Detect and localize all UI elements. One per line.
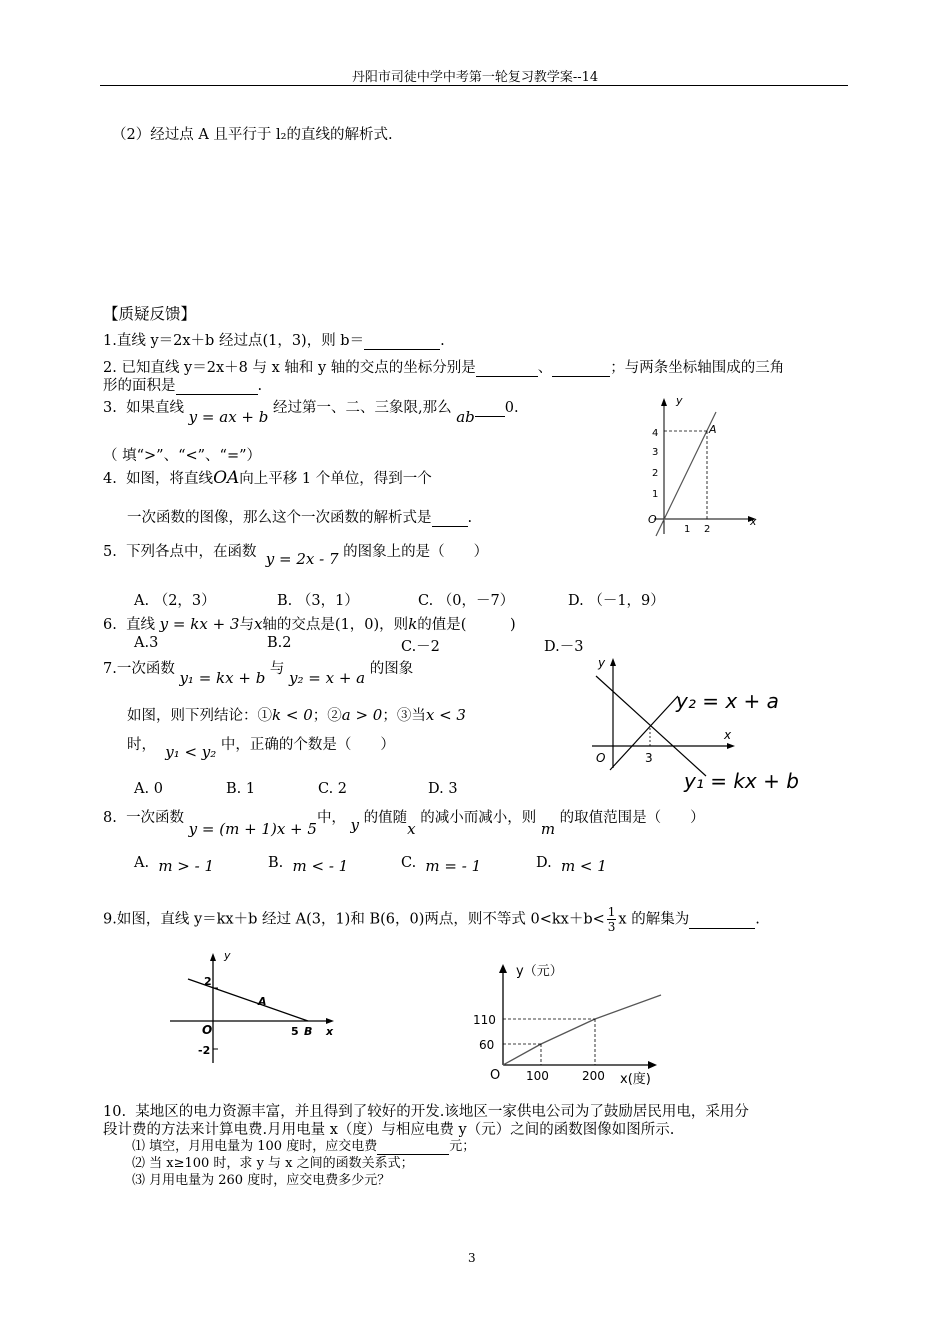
q10-number: 10.	[103, 1104, 127, 1120]
figure-q7-graph	[588, 650, 799, 795]
q9-fraction-numerator: 1	[607, 905, 616, 919]
q9-fraction	[607, 905, 617, 934]
q8-equation: y = (m + 1)x + 5	[188, 820, 317, 838]
fig10-origin: O	[490, 1068, 501, 1083]
q7-text-a: 一次函数	[116, 661, 175, 677]
q2-number: 2.	[103, 360, 117, 376]
question-6	[103, 613, 516, 634]
q7-text-c: 的图象	[369, 661, 414, 677]
q6-option-b[interactable]: B.2	[267, 635, 292, 651]
q7-text-d: 如图，则下列结论：①	[127, 708, 272, 724]
q2-blank-y-intercept[interactable]	[552, 360, 610, 377]
q9-text-b: x 的解集为	[618, 911, 690, 928]
q5-option-c[interactable]: C. （0，－7）	[418, 593, 515, 609]
fig7-label-y2: y₂ = x + a	[676, 689, 779, 713]
q9-fraction-denominator: 3	[607, 920, 616, 934]
q3-text-b: 经过第一、二、三象限,那么	[272, 400, 452, 416]
fig10-x-arrow	[648, 1061, 657, 1069]
q3-number: 3.	[103, 400, 117, 416]
q8-option-c-value: m = - 1	[425, 857, 482, 875]
q9-text-a: 如图，直线 y＝kx＋b 经过 A(3，1)和 B(6，0)两点，则不等式 0<kx＋b<	[116, 911, 605, 928]
q10-sub-3: ⑶ 月用电量为 260 度时，应交电费多少元？	[132, 1173, 391, 1188]
fig9-point-b: B	[304, 1025, 313, 1038]
q7-option-b[interactable]: B. 1	[226, 781, 256, 797]
q7-option-a[interactable]: A. 0	[134, 781, 163, 797]
fig10-y-tick-60: 60	[479, 1038, 495, 1052]
q8-option-c[interactable]	[401, 853, 482, 875]
q9-answer-blank[interactable]	[689, 912, 755, 929]
fig7-tick-3: 3	[645, 751, 653, 765]
q6-k: k	[408, 615, 418, 633]
q8-option-d-value: m < 1	[560, 857, 607, 875]
q10-sub-2: ⑵ 当 x≥100 时，求 y 与 x 之间的函数关系式；	[132, 1156, 414, 1171]
q8-option-d[interactable]	[536, 853, 607, 875]
fig4-y-arrow	[661, 398, 667, 406]
q8-y: y	[350, 816, 360, 834]
q10-sub-1-text: ⑴ 填空，月用电量为 100 度时，应交电费	[132, 1139, 378, 1154]
question-5	[103, 540, 489, 568]
fig7-x-label: x	[724, 728, 732, 742]
q10-text-1: 某地区的电力资源丰富，并且得到了较好的开发.该地区一家供电公司为了鼓励居民用电，采用分	[135, 1104, 749, 1120]
fig10-segment-3	[595, 995, 661, 1019]
fig7-x-arrow	[727, 743, 735, 749]
fig9-x-arrow	[326, 1018, 334, 1024]
fig4-y-label: y	[676, 394, 683, 407]
q6-option-c[interactable]: C.－2	[401, 639, 440, 655]
question-1	[103, 329, 445, 350]
fig7-y-arrow	[610, 658, 616, 666]
fig7-line-y2	[610, 696, 678, 770]
q8-option-b-value: m < - 1	[292, 857, 349, 875]
q5-option-d[interactable]: D. （－1，9）	[568, 593, 665, 609]
q7-option-c[interactable]: C. 2	[318, 781, 348, 797]
q8-text-c: 的值随	[363, 810, 408, 826]
q7-text-b: 与	[269, 661, 285, 677]
fig10-segment-2	[541, 1019, 595, 1044]
q8-option-a-value: m > - 1	[158, 857, 215, 875]
question-8	[103, 806, 705, 838]
q6-x: x	[253, 615, 263, 633]
q7-text-g: 时，	[127, 737, 156, 753]
q2-blank-area[interactable]	[176, 378, 258, 395]
q7-equation-2: y₂ = x + a	[289, 669, 366, 687]
q3-answer-blank[interactable]	[475, 400, 505, 417]
question-9	[103, 905, 760, 934]
q6-text-b: 与	[239, 617, 254, 633]
q7-conclusion-4: y₁ < y₂	[165, 743, 217, 761]
q6-option-d[interactable]: D.－3	[544, 639, 584, 655]
q8-text-a: 一次函数	[126, 810, 185, 826]
question-4-line-1	[103, 467, 432, 488]
q3-text-a: 如果直线	[126, 400, 185, 416]
question-7-line-3	[127, 733, 395, 761]
page-header: 丹阳市司徒中学中考第一轮复习教学案--14	[351, 70, 599, 85]
fig10-x-tick-100: 100	[526, 1069, 549, 1083]
q4-end: .	[467, 510, 473, 526]
q7-equation-1: y₁ = kx + b	[179, 669, 266, 687]
q8-option-c-label: C.	[401, 855, 417, 871]
fig4-x-tick-2: 2	[704, 524, 711, 535]
fig4-y-tick-2: 2	[652, 468, 659, 479]
question-3	[103, 396, 519, 426]
q6-text-d: 的值是( )	[417, 617, 516, 633]
q4-answer-blank[interactable]	[432, 510, 468, 527]
fig10-x-label: x(度)	[620, 1072, 651, 1087]
q6-text-c: 轴的交点是(1，0)，则	[262, 617, 409, 633]
q8-option-d-label: D.	[536, 855, 552, 871]
fig10-x-tick-200: 200	[582, 1069, 605, 1083]
q8-x: x	[407, 820, 416, 838]
q5-option-b[interactable]: B. （3，1）	[277, 593, 359, 609]
q3-hint: （ 填“>”、“<”、“=”）	[103, 448, 262, 464]
fig4-x-label: x	[750, 515, 757, 528]
question-4-line-2	[127, 506, 472, 527]
q6-number: 6.	[103, 617, 117, 633]
fig7-y-label: y	[598, 656, 606, 670]
q4-text-a: 如图，将直线	[126, 471, 214, 487]
question-7-line-2	[127, 704, 466, 725]
header-divider	[100, 85, 848, 86]
q4-number: 4.	[103, 471, 117, 487]
q3-ab: ab	[456, 408, 475, 426]
q9-number: 9.	[103, 911, 117, 928]
fig10-y-tick-110: 110	[473, 1013, 496, 1027]
q8-option-b-label: B.	[268, 855, 284, 871]
fig9-tick-neg-2: -2	[198, 1044, 211, 1057]
question-7-line-1	[103, 657, 414, 687]
fig10-y-arrow	[499, 964, 507, 973]
q2-end: .	[257, 378, 263, 394]
q7-text-h: 中，正确的个数是（ ）	[220, 737, 395, 753]
q10-sub-1-end: 元；	[449, 1139, 476, 1154]
q8-m: m	[540, 820, 556, 838]
q1-end: .	[440, 333, 445, 349]
fig4-origin: O	[648, 513, 657, 526]
fig9-tick-2: 2	[204, 975, 212, 988]
q8-option-a[interactable]	[134, 853, 215, 875]
fig10-y-label: y（元）	[516, 964, 563, 979]
q2-separator: 、	[537, 360, 553, 376]
q2-text-a: 已知直线 y＝2x＋8 与 x 轴和 y 轴的交点的坐标分别是	[121, 360, 476, 376]
q8-text-d: 的减小而减小，则	[420, 810, 537, 826]
q3-end: 0.	[504, 400, 519, 416]
fig9-y-arrow	[210, 953, 216, 961]
fig10-segment-1	[503, 1044, 541, 1065]
q1-answer-blank[interactable]	[364, 333, 440, 350]
fig9-x-label: x	[326, 1025, 334, 1038]
page-number: 3	[468, 1251, 476, 1265]
q5-text-a: 下列各点中，在函数	[126, 544, 257, 560]
q5-option-a[interactable]: A. （2，3）	[134, 593, 216, 609]
q1-text: 直线 y＝2x＋b 经过点(1，3)，则 b＝	[116, 333, 365, 349]
q7-conclusion-3: x < 3	[425, 706, 466, 724]
q6-equation: y = kx + 3	[159, 615, 240, 633]
fig7-label-y1: y₁ = kx + b	[684, 769, 799, 793]
q5-number: 5.	[103, 544, 117, 560]
q5-equation: y = 2x - 7	[265, 550, 339, 568]
fig7-origin: O	[596, 751, 606, 765]
q8-option-b[interactable]	[268, 853, 349, 875]
part-2-question: （2）经过点 A 且平行于 l₂的直线的解析式.	[112, 127, 393, 143]
q2-blank-x-intercept[interactable]	[476, 360, 538, 377]
q7-number: 7.	[103, 661, 117, 677]
q8-text-b: 中，	[316, 810, 346, 826]
q1-number: 1.	[103, 333, 117, 349]
q10-text-2: 段计费的方法来计算电费.月用电量 x（度）与相应电费 y（元）之间的函数图像如图所示.	[103, 1122, 675, 1138]
fig9-y-label: y	[224, 949, 231, 962]
q7-conclusion-1: k < 0	[272, 706, 313, 724]
figure-q9-graph	[168, 947, 343, 1067]
figure-q4-graph	[640, 392, 765, 542]
q8-text-e: 的取值范围是（ ）	[559, 810, 705, 826]
q5-text-b: 的图象上的是（ ）	[343, 544, 489, 560]
fig4-y-tick-1: 1	[652, 489, 659, 500]
q9-end: .	[755, 911, 760, 928]
q4-text-b: 向上平移 1 个单位，得到一个	[239, 471, 432, 487]
q2-text-d: 形的面积是	[103, 378, 176, 394]
fig4-y-tick-4: 4	[652, 428, 659, 439]
section-title: 【质疑反馈】	[103, 305, 197, 323]
q2-text-c: ；与两条坐标轴围成的三角	[610, 360, 785, 376]
fig9-point-a: A	[258, 995, 267, 1008]
figure-q10-graph	[470, 955, 670, 1085]
q7-option-d[interactable]: D. 3	[428, 781, 458, 797]
q7-text-e: ；②	[312, 708, 342, 724]
q4-oa: OA	[213, 468, 240, 488]
q4-text-c: 一次函数的图像，那么这个一次函数的解析式是	[127, 510, 432, 526]
q6-text-a: 直线	[126, 617, 156, 633]
fig4-point-a: A	[709, 423, 717, 436]
fig4-x-tick-1: 1	[684, 524, 691, 535]
q8-number: 8.	[103, 810, 117, 826]
fig4-y-tick-3: 3	[652, 447, 659, 458]
question-2-line-2	[103, 374, 262, 395]
fig9-origin: O	[202, 1023, 213, 1037]
q8-option-a-label: A.	[134, 855, 150, 871]
q7-conclusion-2: a > 0	[341, 706, 383, 724]
fig9-tick-5: 5	[291, 1025, 299, 1038]
q3-equation: y = ax + b	[188, 408, 269, 426]
q6-option-a[interactable]: A.3	[134, 635, 159, 651]
q7-text-f: ；③当	[382, 708, 426, 724]
